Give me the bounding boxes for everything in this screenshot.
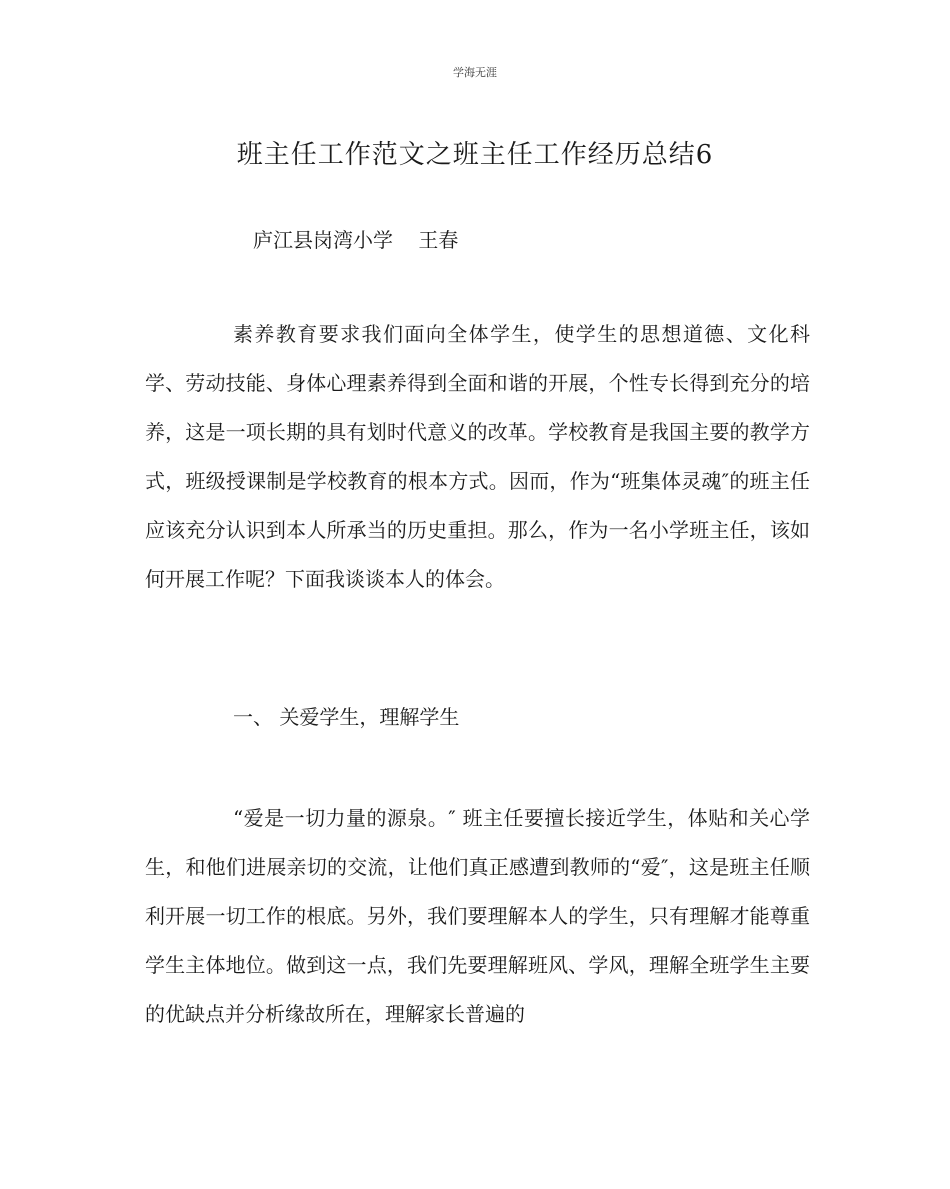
page-header: 学海无涯 <box>453 66 497 79</box>
section-heading: 一、 关爱学生，理解学生 <box>233 705 460 729</box>
paragraph-intro: 素养教育要求我们面向全体学生，使学生的思想道德、文化科学、劳动技能、身体心理素养得到全面和谐的开展，个性专长得到充分的培养，这是一项长期的具有划时代意义的改革。学校教育是我国主要的教学方式，班级授课制是学校教育的根本方式。因而，作为“班集体灵魂″的班主任应该充分认识到本人所承当的历史重担。那么，作为一名小学班主任，该如何开展工作呢？下面我谈谈本人的体会。 <box>145 322 810 591</box>
author-line: 庐江县岗湾小学 王春 <box>253 228 459 252</box>
paragraph-love: “爱是一切力量的源泉。″ 班主任要擅长接近学生，体贴和关心学生，和他们进展亲切的交流，让他们真正感遭到教师的“爱″，这是班主任顺利开展一切工作的根底。另外，我们要理解本人的学生，只有理解才能尊重学生主体地位。做到这一点，我们先要理解班风、学风，理解全班学生主要的优缺点并分析缘故所在，理解家长普遍的 <box>145 806 810 1026</box>
document-title: 班主任工作范文之班主任工作经历总结6 <box>236 140 714 170</box>
